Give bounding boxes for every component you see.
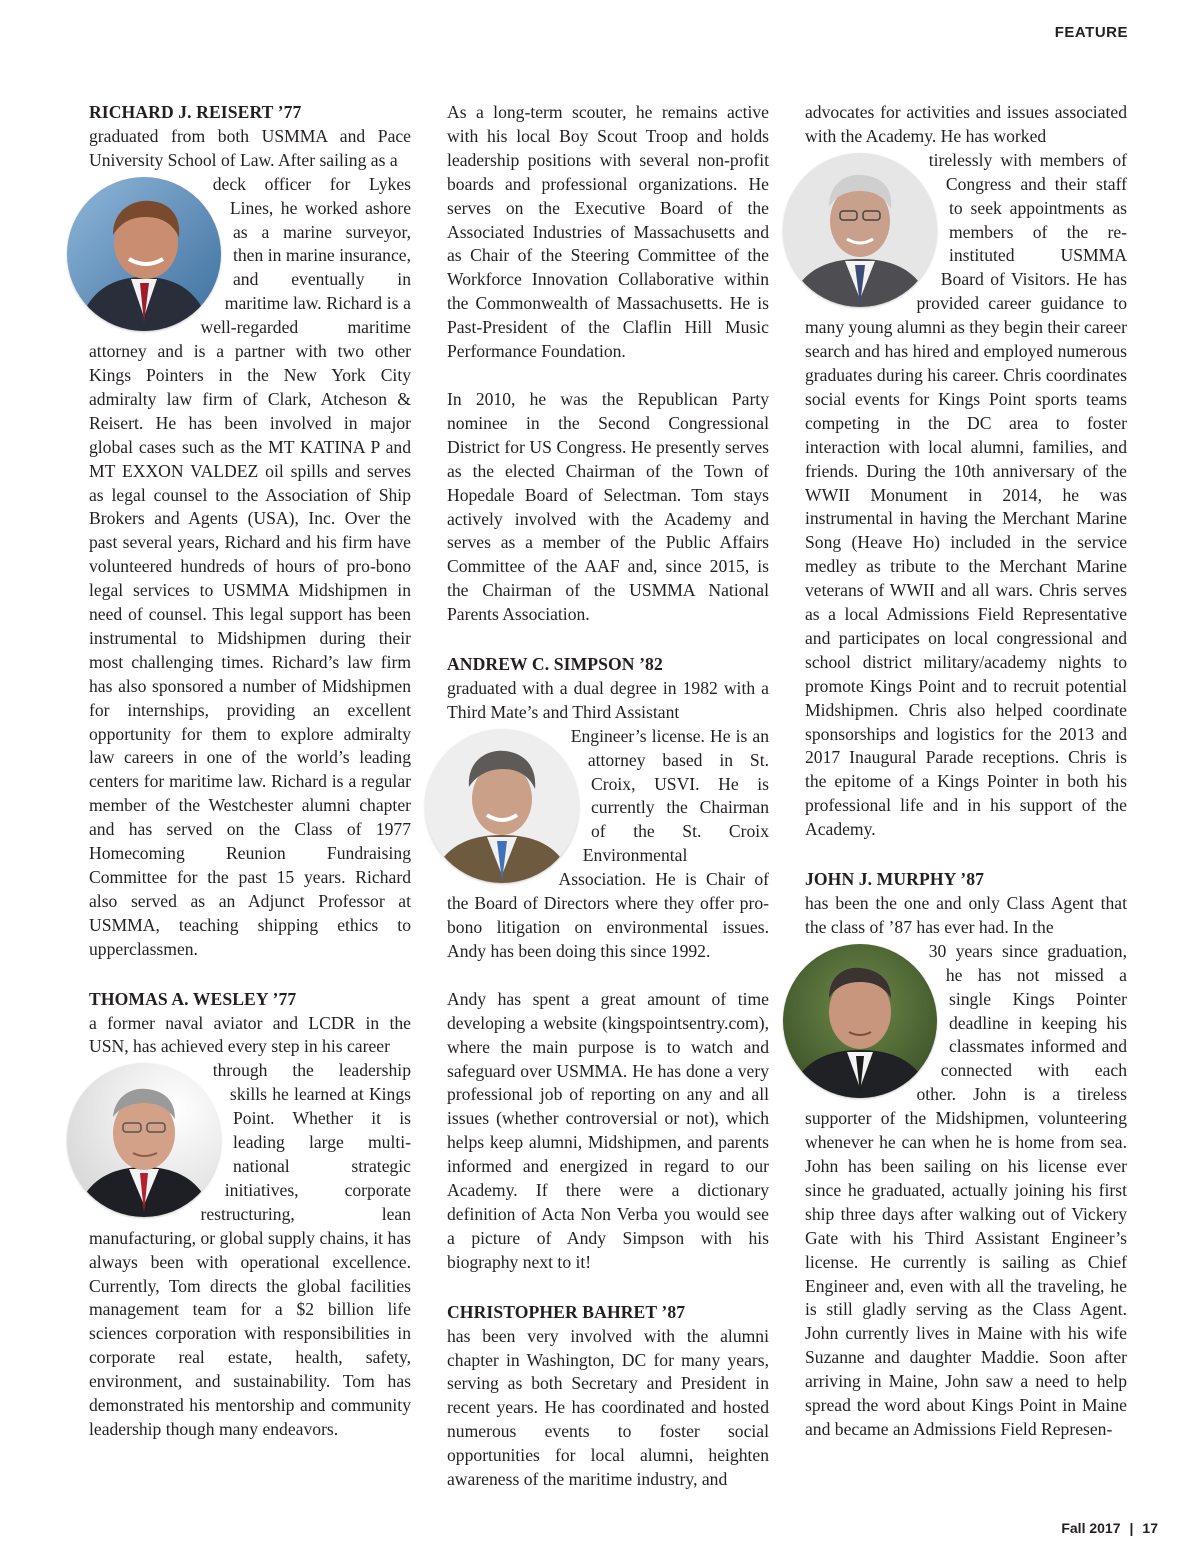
column-1 xyxy=(89,101,411,1442)
photo-simpson xyxy=(425,729,579,883)
profile-intro-simpson: graduated with a dual degree in 1982 with a Third Mate’s and Third Assistant xyxy=(447,677,769,722)
page-number: 17 xyxy=(1142,1520,1158,1536)
profile-intro-reisert: graduated from both USMMA and Pace University School of Law. After sailing as a xyxy=(89,125,411,170)
profile-body-wesley: through the leadership skills he learned at Kings Point. Whether it is leading large multi-national strategic initiatives, corporate restructuring, lean manufacturing, or global supply chains, it has always been with operational excellence. Currently, Tom directs the global facilities management team for a $2 billion life sciences corporation with responsibilities in corporate real estate, health, safety, environment, and sustainability. Tom has demonstrated his mentorship and community leadership though many endeavors. xyxy=(89,1060,411,1439)
profile-intro-wesley: a former naval aviator and LCDR in the USN, has achieved every step in his career xyxy=(89,1012,411,1057)
profile-name-wesley: THOMAS A. WESLEY ’77 xyxy=(89,988,297,1009)
footer-separator: | xyxy=(1129,1520,1134,1536)
photo-wesley xyxy=(67,1063,221,1217)
profile-body-simpson: Engineer’s license. He is an attorney based in St. Croix, USVI. He is currently the Chairman of the St. Croix Environmental Association. He is Chair of the Board of Directors where they offer pro-bono litigation on environmental issues. Andy has been doing this since 1992. xyxy=(447,725,769,961)
profile-name-bahret: CHRISTOPHER BAHRET ’87 xyxy=(447,1301,686,1322)
photo-reisert xyxy=(67,177,221,331)
profile-continued-wesley: As a long-term scouter, he remains active with his local Boy Scout Troop and holds leadership positions with several non-profit boards and professional organizations. He serves on the Executive Board of the Associated Industries of Massachusetts and as Chair of the Steering Committee of the Workforce Innovation Collaborative within the Commonwealth of Massachusetts. He is Past-President of the Claflin Hill Music Performance Foundation. xyxy=(447,102,769,362)
column-2 xyxy=(447,101,769,1492)
profile-continued-wesley-2: In 2010, he was the Republican Party nominee in the Second Congressional District for US Congress. He presently serves as the elected Chairman of the Town of Hopedale Board of Selectman. Tom stays actively involved with the Academy and serves as a member of the Public Affairs Committee of the AAF and, since 2015, is the Chairman of the USMMA National Parents Association. xyxy=(447,388,769,625)
profile-body-murphy: 30 years since graduation, he has not missed a single Kings Pointer deadline in keeping his classmates informed and connected with each other. John is a tireless supporter of the Midshipmen, volunteering whenever he can when he is home from sea. John has been sailing on his license ever since he graduated, actually joining his first ship three days after walking out of Vickery Gate with his Third Assistant Engineer’s license. He currently is sailing as Chief Engineer and, even with all the traveling, he is still gladly serving as the Class Agent. John currently lives in Maine with his wife Suzanne and daughter Maddie. Soon after arriving in Maine, John saw a need to help spread the word about Kings Point in Maine and became an Admissions Field Represen- xyxy=(805,940,1127,1439)
photo-murphy xyxy=(783,944,937,1098)
profile-intro-murphy: has been the one and only Class Agent that the class of ’87 has ever had. In the xyxy=(805,893,1127,937)
profile-continued-bahret: advocates for activities and issues associated with the Academy. He has worked xyxy=(805,102,1127,146)
profile-name-simpson: ANDREW C. SIMPSON ’82 xyxy=(447,654,663,675)
profile-continued-simpson: Andy has spent a great amount of time developing a website (kingspointsentry.com), where the main purpose is to watch and safeguard over USMMA. He has done a very professional job of reporting on any and all issues (whether controversial or not), which helps keep alumni, Midshipmen, and parents informed and energized in regard to our Academy. If there were a dictionary definition of Acta Non Verba you would see a picture of Andy Simpson with his biography next to it! xyxy=(447,988,769,1272)
column-3 xyxy=(805,101,1127,1442)
page-footer xyxy=(1061,1520,1158,1536)
section-tag: FEATURE xyxy=(1054,24,1128,41)
profile-body-reisert: deck officer for Lykes Lines, he worked ashore as a marine surveyor, then in marine insurance, and eventually in maritime law. Richard is a well-regarded maritime attorney and is a partner with two other Kings Pointers in the New York City admiralty law firm of Clark, Atcheson & Reisert. He has been involved in major global cases such as the MT KATINA P and MT EXXON VALDEZ oil spills and serves as legal counsel to the Association of Ship Brokers and Agents (USA), Inc. Over the past several years, Richard and his firm have volunteered hundreds of hours of pro-bono legal services to USMMA Midshipmen in need of counsel. This legal support has been instrumental to Midshipmen during their most challenging times. Richard’s law firm has also sponsored a number of Midshipmen for internships, providing an excellent opportunity for them to explore admiralty law careers in one of the world’s leading centers for maritime law. Richard is a regular member of the Westchester alumni chapter and has served on the Class of 1977 Homecoming Reunion Fundraising Committee for the past 15 years. Richard also served as an Adjunct Professor at USMMA, teaching shipping ethics to upperclassmen. xyxy=(89,173,411,959)
profile-body-bahret-2: tirelessly with members of Congress and their staff to seek appointments as members of the re-instituted USMMA Board of Visitors. He has provided career guidance to many young alumni as they begin their career search and has hired and employed numerous graduates during his career. Chris coordinates social events for Kings Point sports teams competing in the DC area to foster interaction with local alumni, families, and friends. During the 10th anniversary of the WWII Monument in 2014, he was instrumental in having the Merchant Marine Song (Heave Ho) included in the service medley as tribute to the Merchant Marine veterans of WWII and all wars. Chris serves as a local Admissions Field Representative and participates on local congressional and school district military/academy nights to promote Kings Point and to recruit potential Midshipmen. Chris also helped coordinate sponsorships and logistics for the 2013 and 2017 Inaugural Parade receptions. Chris is the epitome of a Kings Pointer in both his professional life and in his support of the Academy. xyxy=(805,149,1127,840)
issue-label: Fall 2017 xyxy=(1061,1520,1121,1536)
profile-body-bahret: has been very involved with the alumni chapter in Washington, DC for many years, serving as both Secretary and President in recent years. He has coordinated and hosted numerous events to foster social opportunities for local alumni, heighten awareness of the maritime industry, and xyxy=(447,1325,769,1490)
profile-name-reisert: RICHARD J. REISERT ’77 xyxy=(89,102,302,122)
photo-bahret xyxy=(783,153,937,307)
profile-name-murphy: JOHN J. MURPHY ’87 xyxy=(805,869,985,890)
